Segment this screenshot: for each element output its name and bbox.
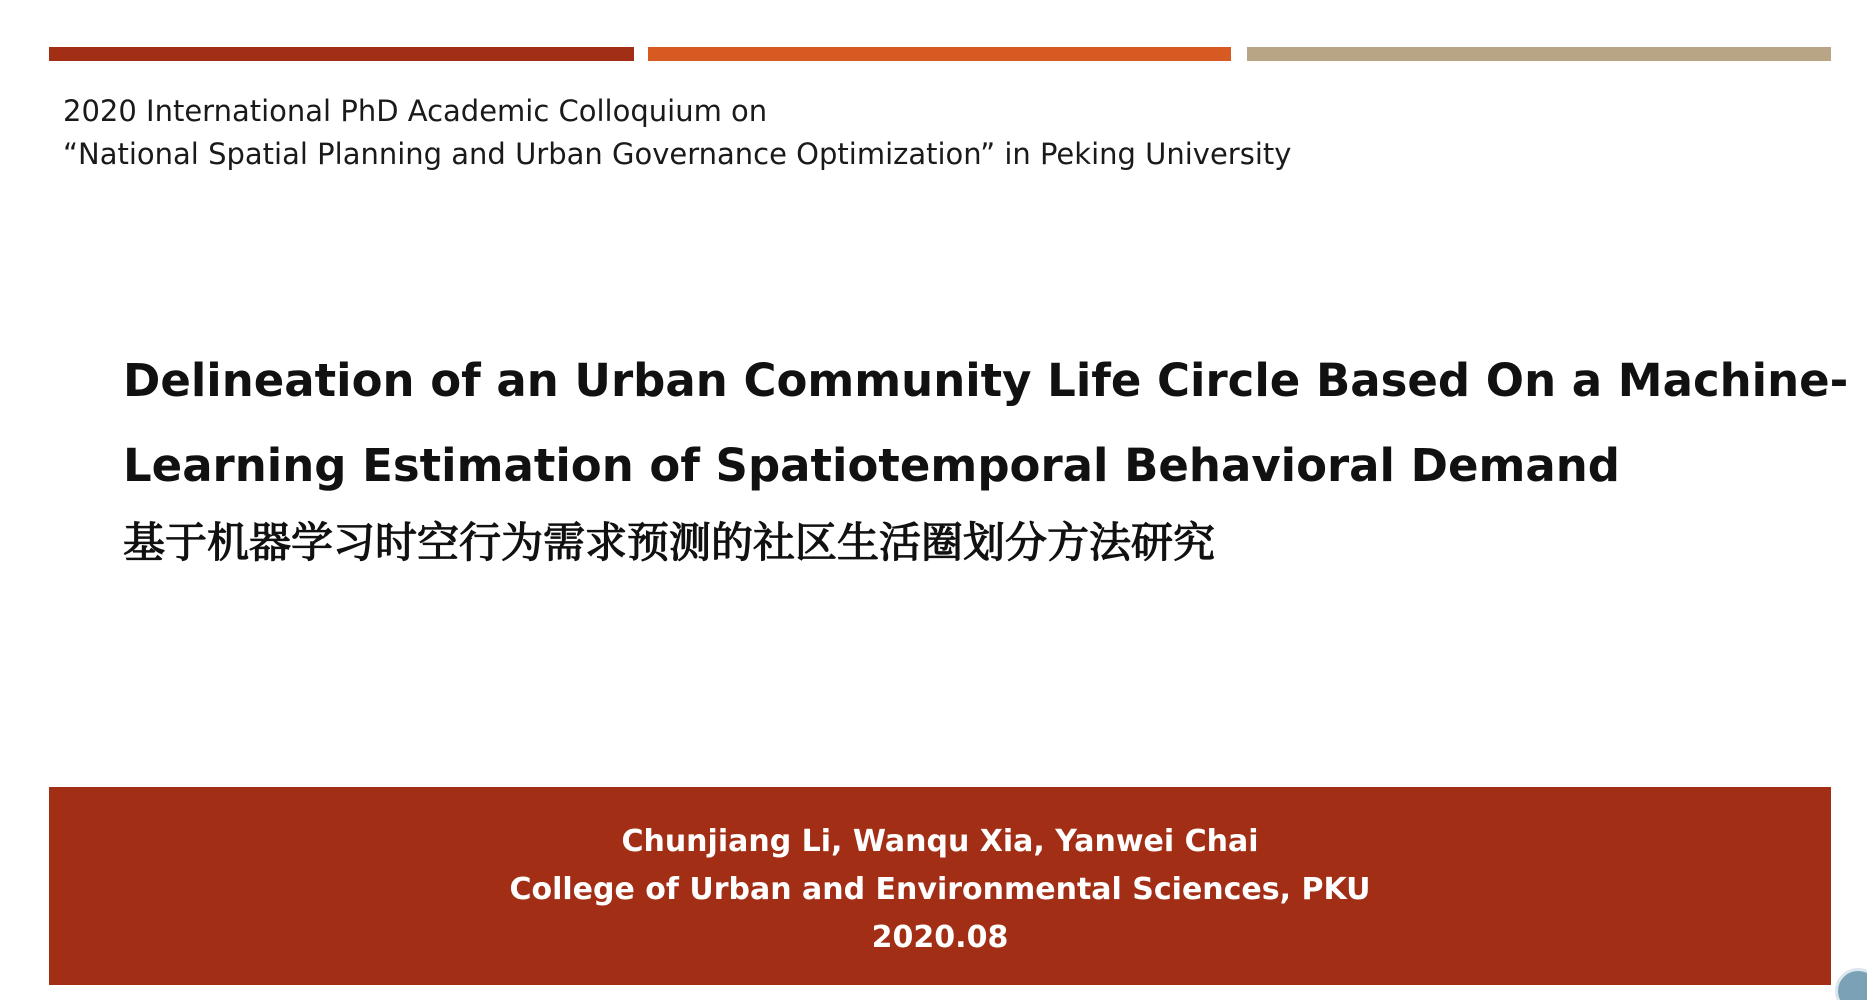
top-stripe-tan	[1247, 47, 1831, 61]
corner-circle-icon[interactable]	[1835, 968, 1867, 1000]
top-stripe-red	[49, 47, 634, 61]
title-line-2: Learning Estimation of Spatiotemporal Behavioral Demand	[123, 439, 1621, 492]
conference-header	[63, 90, 1463, 176]
top-stripe-orange	[648, 47, 1231, 61]
conference-header-line-1: 2020 International PhD Academic Colloquium on	[63, 94, 768, 128]
title-line-1: Delineation of an Urban Community Life Circle Based On a Machine-	[123, 354, 1849, 407]
author-names: Chunjiang Li, Wanqu Xia, Yanwei Chai	[621, 824, 1259, 859]
author-affiliation: College of Urban and Environmental Sciences, PKU	[509, 872, 1371, 907]
author-banner	[49, 787, 1831, 985]
title-chinese: 基于机器学习时空行为需求预测的社区生活圈划分方法研究	[123, 518, 1216, 567]
presentation-date: 2020.08	[871, 920, 1009, 955]
conference-header-line-2: “National Spatial Planning and Urban Governance Optimization” in Peking University	[63, 137, 1292, 171]
slide-title	[123, 338, 1849, 578]
